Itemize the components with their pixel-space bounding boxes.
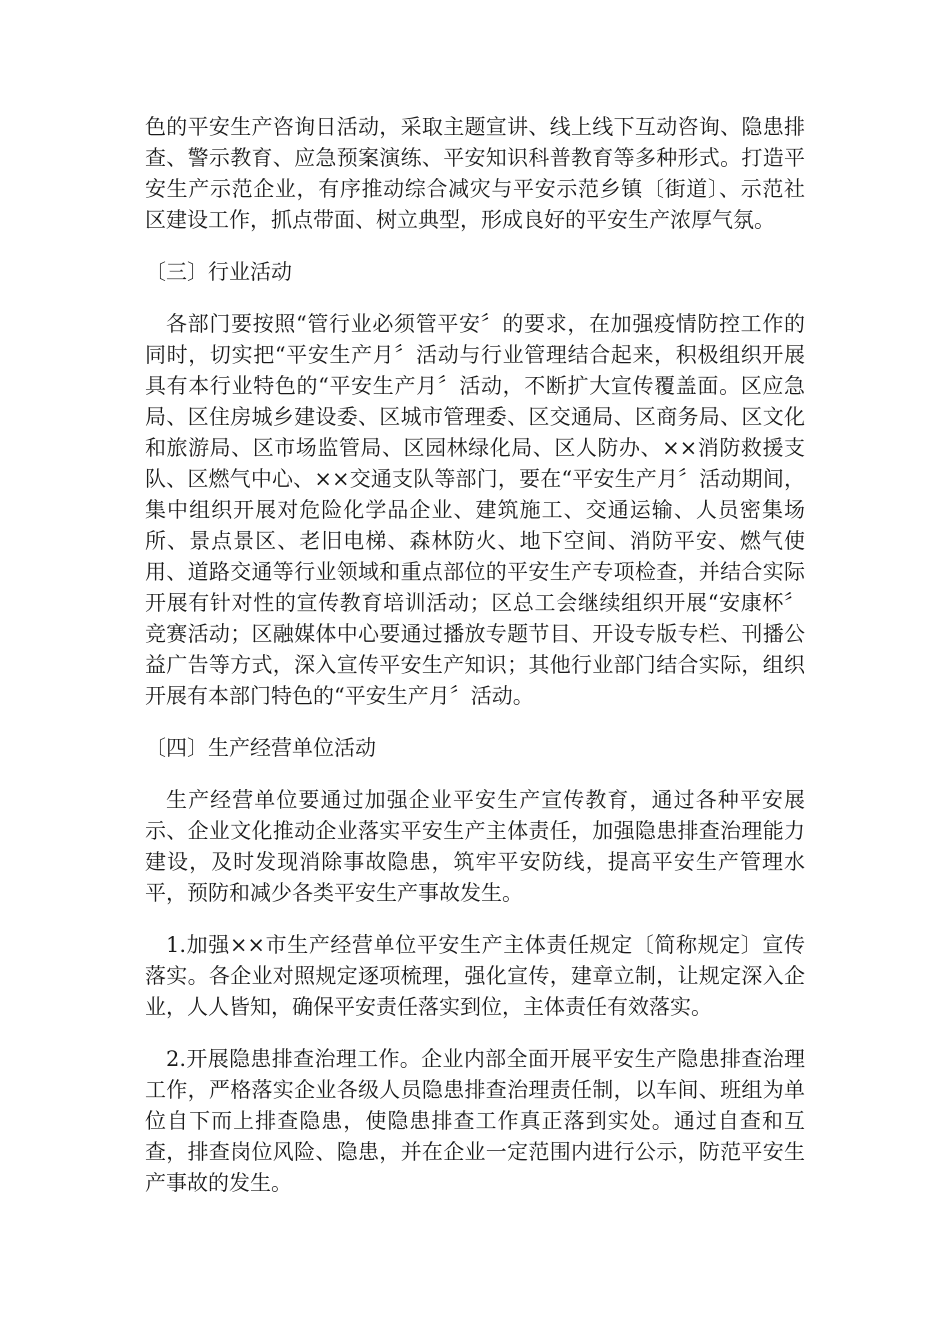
list-item-1: 1.加强××市生产经营单位平安生产主体责任规定〔简称规定〕宣传落实。各企业对照规定逐项梳理，强化宣传，建章立制，让规定深入企业，人人皆知，确保平安责任落实到位，主体责任有效落实。 [145, 933, 805, 1019]
paragraph-business-units: 生产经营单位要通过加强企业平安生产宣传教育，通过各种平安展示、企业文化推动企业落实平安生产主体责任，加强隐患排查治理能力建设，及时发现消除事故隐患，筑牢平安防线，提高平安生产管理水平，预防和减少各类平安生产事故发生。 [145, 788, 805, 905]
paragraph-industry-activities: 各部门要按照“管行业必须管平安〞的要求，在加强疫情防控工作的同时，切实把“平安生产月〞活动与行业管理结合起来，积极组织开展具有本行业特色的“平安生产月〞活动，不断扩大宣传覆盖面。区应急局、区住房城乡建设委、区城市管理委、区交通局、区商务局、区文化和旅游局、区市场监管局、区园林绿化局、区人防办、××消防救援支队、区燃气中心、××交通支队等部门，要在“平安生产月〞活动期间，集中组织开展对危险化学品企业、建筑施工、交通运输、人员密集场所、景点景区、老旧电梯、森林防火、地下空间、消防平安、燃气使用、道路交通等行业领域和重点部位的平安生产专项检查，并结合实际开展有针对性的宣传教育培训活动；区总工会继续组织开展“安康杯〞竞赛活动；区融媒体中心要通过播放专题节目、开设专版专栏、刊播公益广告等方式，深入宣传平安生产知识；其他行业部门结合实际，组织开展有本部门特色的“平安生产月〞活动。 [145, 312, 805, 708]
paragraph-intro: 色的平安生产咨询日活动，采取主题宣讲、线上线下互动咨询、隐患排查、警示教育、应急预案演练、平安知识科普教育等多种形式。打造平安生产示范企业，有序推动综合减灾与平安示范乡镇〔街道〕、示范社区建设工作，抓点带面、树立典型，形成良好的平安生产浓厚气氛。 [145, 115, 805, 232]
section-heading-industry: 〔三〕行业活动 [145, 260, 292, 284]
section-heading-business-units: 〔四〕生产经营单位活动 [145, 736, 376, 760]
list-item-2: 2.开展隐患排查治理工作。企业内部全面开展平安生产隐患排查治理工作，严格落实企业各级人员隐患排查治理责任制，以车间、班组为单位自下而上排查隐患，使隐患排查工作真正落到实处。通过自查和互查，排查岗位风险、隐患，并在企业一定范围内进行公示，防范平安生产事故的发生。 [145, 1047, 805, 1195]
document-page [145, 112, 805, 1220]
